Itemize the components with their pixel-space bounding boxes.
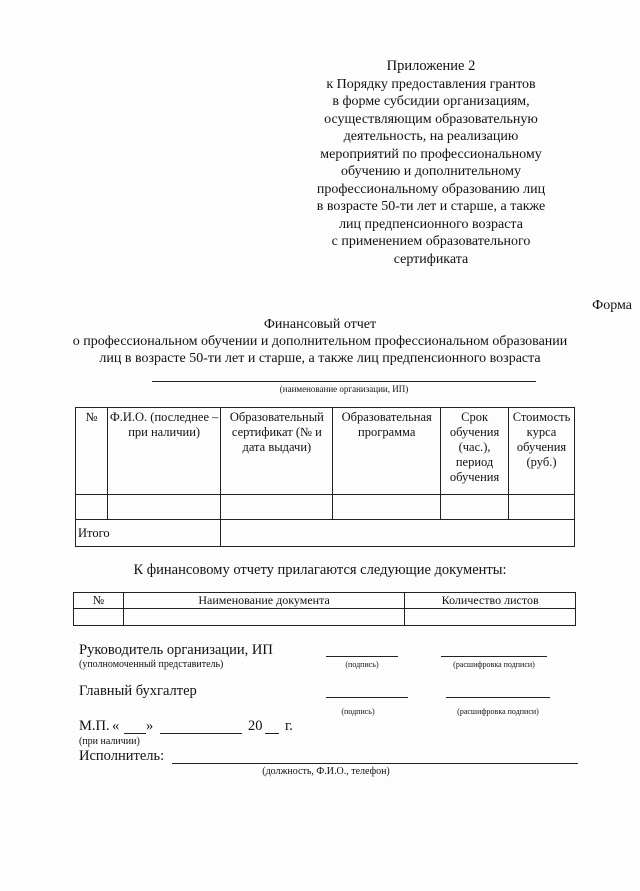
date-open-quote: «: [112, 718, 120, 734]
documents-table: [73, 592, 576, 626]
appendix-line: в форме субсидии организациям,: [332, 94, 530, 109]
appendix-line: профессиональному образованию лиц: [316, 181, 546, 197]
table-row: [76, 495, 575, 520]
cell[interactable]: [76, 495, 108, 520]
report-subtitle-1: о профессиональном обучении и дополнительном профессиональном образовании: [72, 334, 568, 349]
year-suffix: г.: [285, 718, 293, 734]
col-program: Образовательная программа: [333, 408, 441, 495]
date-close-quote: »: [146, 718, 154, 734]
appendix-title: Приложение 2: [386, 58, 476, 74]
executor-label: Исполнитель:: [79, 748, 165, 764]
year-line[interactable]: [265, 733, 279, 734]
date-day-line[interactable]: [124, 733, 146, 734]
appendix-block: [300, 58, 562, 268]
appendix-line: обучению и дополнительному: [341, 164, 521, 179]
total-row: [76, 520, 575, 547]
appendix-line: с применением образовательного: [331, 234, 531, 249]
col-certificate: Образовательный сертификат (№ и дата выдачи): [221, 408, 333, 495]
documents-table-header: [74, 593, 576, 609]
head-signature-caption: (подпись): [345, 660, 379, 669]
attached-documents-text: К финансовому отчету прилагаются следующие документы:: [133, 562, 507, 578]
col-number: №: [76, 408, 108, 495]
report-table-header: [76, 408, 575, 495]
head-decode-line[interactable]: [441, 656, 547, 657]
col-cost: Стоимость курса обучения (руб.): [509, 408, 575, 495]
accountant-label: Главный бухгалтер: [79, 683, 197, 699]
appendix-line: деятельность, на реализацию: [343, 129, 519, 144]
doc-col-pages: Количество листов: [405, 593, 576, 609]
total-label: Итого: [76, 520, 221, 547]
report-title-block: [0, 316, 640, 367]
report-subtitle-2: лиц в возрасте 50-ти лет и старше, а также лиц предпенсионного возраста: [99, 351, 541, 366]
cell[interactable]: [221, 495, 333, 520]
cell[interactable]: [123, 609, 404, 626]
accountant-signature-caption: (подпись): [341, 707, 375, 716]
appendix-line: осуществляющим образовательную: [324, 111, 538, 127]
appendix-line: в возрасте 50-ти лет и старше, а также: [316, 199, 546, 214]
doc-col-name: Наименование документа: [123, 593, 404, 609]
seal-label: М.П.: [79, 718, 110, 734]
doc-col-number: №: [74, 593, 124, 609]
executor-line[interactable]: [172, 763, 578, 764]
form-label: Форма: [592, 298, 632, 313]
organization-name-line[interactable]: [152, 381, 536, 382]
seal-note: (при наличии): [79, 736, 140, 747]
accountant-signature-line[interactable]: [326, 697, 408, 698]
report-title: Финансовый отчет: [263, 317, 377, 332]
accountant-decode-caption: (расшифровка подписи): [457, 707, 539, 716]
year-prefix: 20: [248, 718, 263, 734]
cell[interactable]: [441, 495, 509, 520]
appendix-line: к Порядку предоставления грантов: [326, 76, 536, 92]
organization-caption: (наименование организации, ИП): [279, 384, 409, 394]
appendix-line: лиц предпенсионного возраста: [339, 216, 523, 232]
head-label: Руководитель организации, ИП: [79, 642, 273, 658]
cell[interactable]: [405, 609, 576, 626]
cell[interactable]: [333, 495, 441, 520]
executor-caption: (должность, Ф.И.О., телефон): [262, 766, 390, 777]
cell[interactable]: [509, 495, 575, 520]
head-signature-line[interactable]: [326, 656, 398, 657]
head-decode-caption: (расшифровка подписи): [453, 660, 535, 669]
total-value-cell[interactable]: [221, 520, 575, 547]
appendix-line: мероприятий по профессиональному: [320, 146, 542, 162]
accountant-decode-line[interactable]: [446, 697, 550, 698]
appendix-line: сертификата: [393, 251, 469, 267]
head-note: (уполномоченный представитель): [79, 659, 224, 670]
col-full-name: Ф.И.О. (последнее – при наличии): [107, 408, 221, 495]
table-row: [74, 609, 576, 626]
date-month-line[interactable]: [160, 733, 242, 734]
cell[interactable]: [107, 495, 221, 520]
col-duration: Срок обучения (час.), период обучения: [441, 408, 509, 495]
cell[interactable]: [74, 609, 124, 626]
report-table: [75, 407, 575, 547]
